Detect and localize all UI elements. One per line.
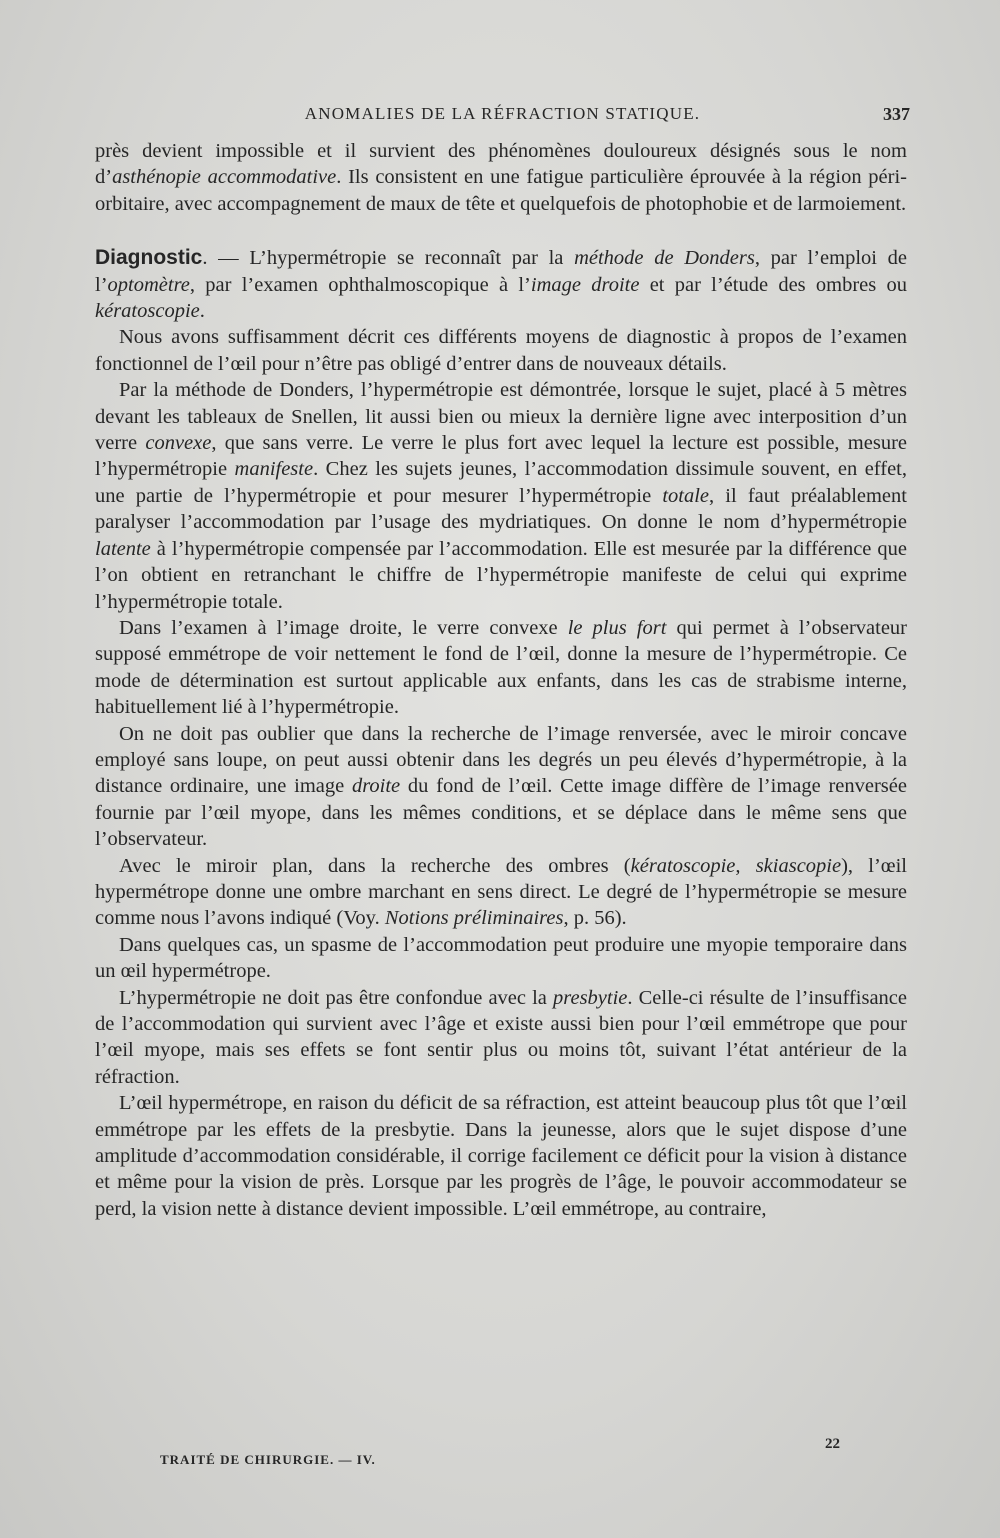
text-run: L’hypermétropie ne doit pas être confondue avec la (119, 986, 553, 1009)
section-heading: Diagnostic (95, 246, 203, 270)
italic-term: image droite (530, 273, 640, 296)
italic-term: kératoscopie (95, 300, 200, 323)
text-run: à l’hypermétropie compensée par l’accommodation. Elle est mesurée par la différence que l’on obtient en retranchant le chiffre de l’hypermétropie manifeste de celui qui exprime l’hypermétropie totale. (95, 537, 907, 613)
text-run: . Chez les sujets jeunes, l’accommodation dissimule souvent, en effet, une partie de l’hypermétropie et pour mesurer l’hypermétropie (95, 458, 907, 507)
paragraph (95, 721, 907, 853)
text-run: , par l’emploi de l’ (95, 247, 908, 296)
text-run: On ne doit pas oublier que dans la recherche de l’image renversée, avec le miroir concave employé sans loupe, on peut aussi obtenir dans les degrés un peu élevés d’hypermétropie, à la distance ordinaire, une image (95, 722, 907, 798)
paragraph (95, 245, 907, 324)
text-run: L’œil hypermétrope, en raison du déficit de sa réfraction, est atteint beaucoup plus tôt que l’œil emmétrope par les effets de la presbytie. Dans la jeunesse, alors que le sujet dispose d’une amplitude d’accommodation considérable, il corrige facilement ce déficit pour la vision à distance et même pour la vision de près. Lorsque par les progrès de l’âge, le pouvoir accommodateur se perd, la vision nette à distance devient impossible. L’œil emmétrope, au contraire, (95, 1092, 907, 1220)
paragraph (95, 932, 907, 985)
footer-signature: TRAITÉ DE CHIRURGIE. — IV. (160, 1452, 376, 1467)
text-run: près devient impossible et il survient des phénomènes douloureux désignés sous le nom d’ (95, 140, 907, 189)
paragraph (95, 324, 907, 377)
paragraph (95, 615, 907, 721)
text-run: . — L’hypermétropie se reconnaît par la (202, 247, 575, 270)
italic-term: presbytie (553, 986, 628, 1009)
running-head (95, 104, 910, 128)
paragraph (95, 138, 907, 217)
italic-term: totale (662, 484, 710, 507)
paragraph (95, 985, 907, 1091)
text-run: . (199, 300, 205, 323)
paragraph (95, 377, 907, 615)
italic-term: le plus fort (567, 616, 667, 639)
italic-term: manifeste (234, 458, 314, 481)
text-run: Dans quelques cas, un spasme de l’accommodation peut produire une myopie temporaire dans un œil hypermétrope. (95, 933, 907, 983)
running-title: ANOMALIES DE LA RÉFRACTION STATIQUE. (304, 104, 701, 123)
text-run: Avec le miroir plan, dans la recherche des ombres ( (119, 854, 631, 877)
text-run: du fond de l’œil. Cette image diffère de l’image renversée fournie par l’œil myope, dans les mêmes conditions, et se déplace dans le même sens que l’observateur. (95, 775, 907, 851)
text-run: . Ils consistent en une fatigue particulière éprouvée à la région péri-orbitaire, avec accompagnement de maux de tête et quelquefois de photophobie et de larmoiement. (95, 166, 907, 215)
page-number: 337 (883, 104, 910, 124)
page-body (95, 138, 907, 1222)
italic-term: kératoscopie, skiascopie (630, 854, 842, 877)
text-run: ), l’œil hypermétrope donne une ombre marchant en sens direct. Le degré de l’hypermétropie se mesure comme nous l’avons indiqué (Voy. (95, 854, 907, 930)
paragraph (95, 853, 907, 932)
text-run: , que sans verre. Le verre le plus fort avec lequel la lecture est possible, mesure l’hypermétropie (95, 432, 907, 481)
paragraph (95, 1090, 907, 1222)
text-run: qui permet à l’observateur supposé emmétrope de voir nettement le fond de l’œil, donne la mesure de l’hypermétropie. Ce mode de détermination est surtout applicable aux enfants, dans les cas de strabisme interne, habituellement lié à l’hypermétropie. (95, 616, 907, 719)
text-run: , par l’examen ophthalmoscopique à l’ (189, 273, 531, 296)
italic-term: convexe (145, 432, 212, 455)
italic-term: optomètre (107, 273, 190, 296)
italic-term: asthénopie accommodative (112, 166, 337, 189)
page-footer (160, 1436, 840, 1478)
text-run: , il faut préalablement paralyser l’accommodation par l’usage des mydriatiques. On donne le nom d’hypermétropie (95, 484, 907, 534)
text-run: Nous avons suffisamment décrit ces différents moyens de diagnostic à propos de l’examen fonctionnel de l’œil pour n’être pas obligé d’entrer dans de nouveaux détails. (95, 326, 907, 375)
signature-mark: 22 (825, 1436, 840, 1452)
italic-term: droite (351, 775, 401, 798)
italic-term: Notions préliminaires (384, 907, 564, 930)
italic-term: méthode de Donders (574, 247, 755, 270)
text-run: , p. 56). (563, 907, 627, 930)
italic-term: latente (95, 537, 151, 560)
text-run: Par la méthode de Donders, l’hypermétropie est démontrée, lorsque le sujet, placé à 5 mètres devant les tableaux de Snellen, lit aussi bien ou mieux la dernière ligne avec interposition d’un verre (95, 379, 907, 455)
text-run: et par l’étude des ombres ou (639, 273, 907, 296)
text-run: Dans l’examen à l’image droite, le verre convexe (119, 616, 568, 639)
text-run: . Celle-ci résulte de l’insuffisance de l’accommodation qui survient avec l’âge et existe aussi bien pour l’œil emmétrope que pour l’œil myope, mais ses effets se font sentir plus ou moins tôt, suivant l’état antérieur de la réfraction. (95, 986, 908, 1088)
section-gap (95, 217, 907, 245)
